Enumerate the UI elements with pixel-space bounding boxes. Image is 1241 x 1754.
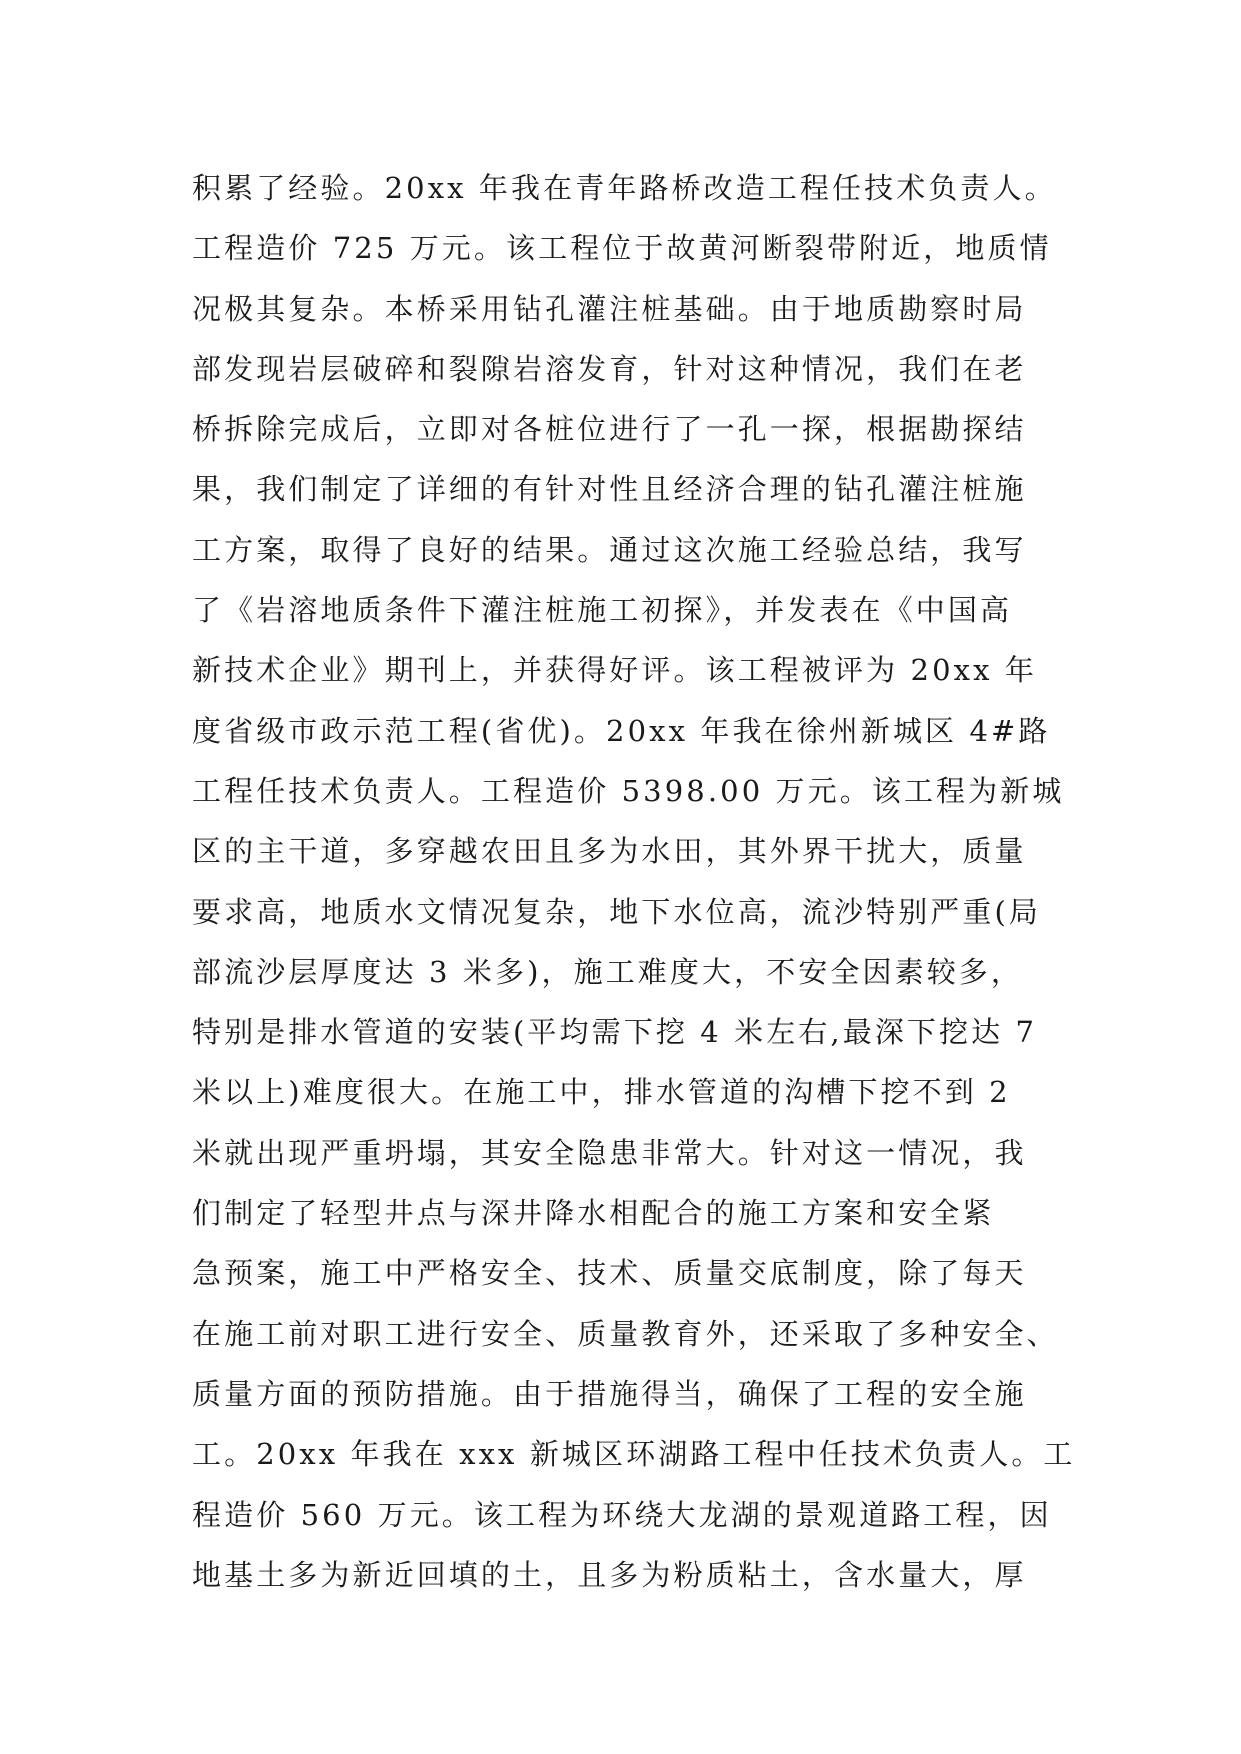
text-line-9: 新技术企业》期刊上，并获得好评。该工程被评为 20xx 年 [192,653,1037,688]
text-line-18: 们制定了轻型井点与深井降水相配合的施工方案和安全紧 [192,1196,995,1231]
text-line-6: 果，我们制定了详细的有针对性且经济合理的钻孔灌注桩施 [192,472,1027,507]
body-text [192,158,1082,1605]
text-line-5: 桥拆除完成后，立即对各桩位进行了一孔一探，根据勘探结 [192,412,1027,447]
text-line-2: 工程造价 725 万元。该工程位于故黄河断裂带附近，地质情 [192,231,1052,266]
text-line-22: 工。20xx 年我在 xxx 新城区环湖路工程中任技术负责人。工 [192,1437,1076,1472]
text-line-21: 质量方面的预防措施。由于措施得当，确保了工程的安全施 [192,1376,1027,1411]
text-line-8: 了《岩溶地质条件下灌注桩施工初探》，并发表在《中国高 [192,593,1013,628]
text-line-16: 米以上)难度很大。在施工中，排水管道的沟槽下挖不到 2 [192,1075,1011,1110]
text-line-23: 程造价 560 万元。该工程为环绕大龙湖的景观道路工程，因 [192,1497,1052,1532]
text-line-24: 地基土多为新近回填的土，且多为粉质粘土，含水量大，厚 [192,1557,1027,1592]
text-line-13: 要求高，地质水文情况复杂，地下水位高，流沙特别严重(局 [192,894,1042,929]
text-line-3: 况极其复杂。本桥采用钻孔灌注桩基础。由于地质勘察时局 [192,291,1027,326]
text-line-10: 度省级市政示范工程(省优)。20xx 年我在徐州新城区 4#路 [192,713,1051,748]
text-line-20: 在施工前对职工进行安全、质量教育外，还采取了多种安全、 [192,1316,1059,1351]
text-line-17: 米就出现严重坍塌，其安全隐患非常大。针对这一情况，我 [192,1135,1027,1170]
text-line-1: 积累了经验。20xx 年我在青年路桥改造工程任技术负责人。 [192,171,1057,205]
text-line-7: 工方案，取得了良好的结果。通过这次施工经验总结，我写 [192,532,1027,567]
text-line-15: 特别是排水管道的安装(平均需下挖 4 米左右,最深下挖达 7 [192,1015,1038,1050]
text-line-4: 部发现岩层破碎和裂隙岩溶发育，针对这种情况，我们在老 [192,351,1027,386]
text-line-14: 部流沙层厚度达 3 米多)，施工难度大，不安全因素较多， [192,954,1024,989]
text-line-12: 区的主干道，多穿越农田且多为水田，其外界干扰大，质量 [192,834,1027,869]
text-line-11: 工程任技术负责人。工程造价 5398.00 万元。该工程为新城 [192,773,1065,808]
text-line-19: 急预案，施工中严格安全、技术、质量交底制度，除了每天 [192,1256,1027,1291]
